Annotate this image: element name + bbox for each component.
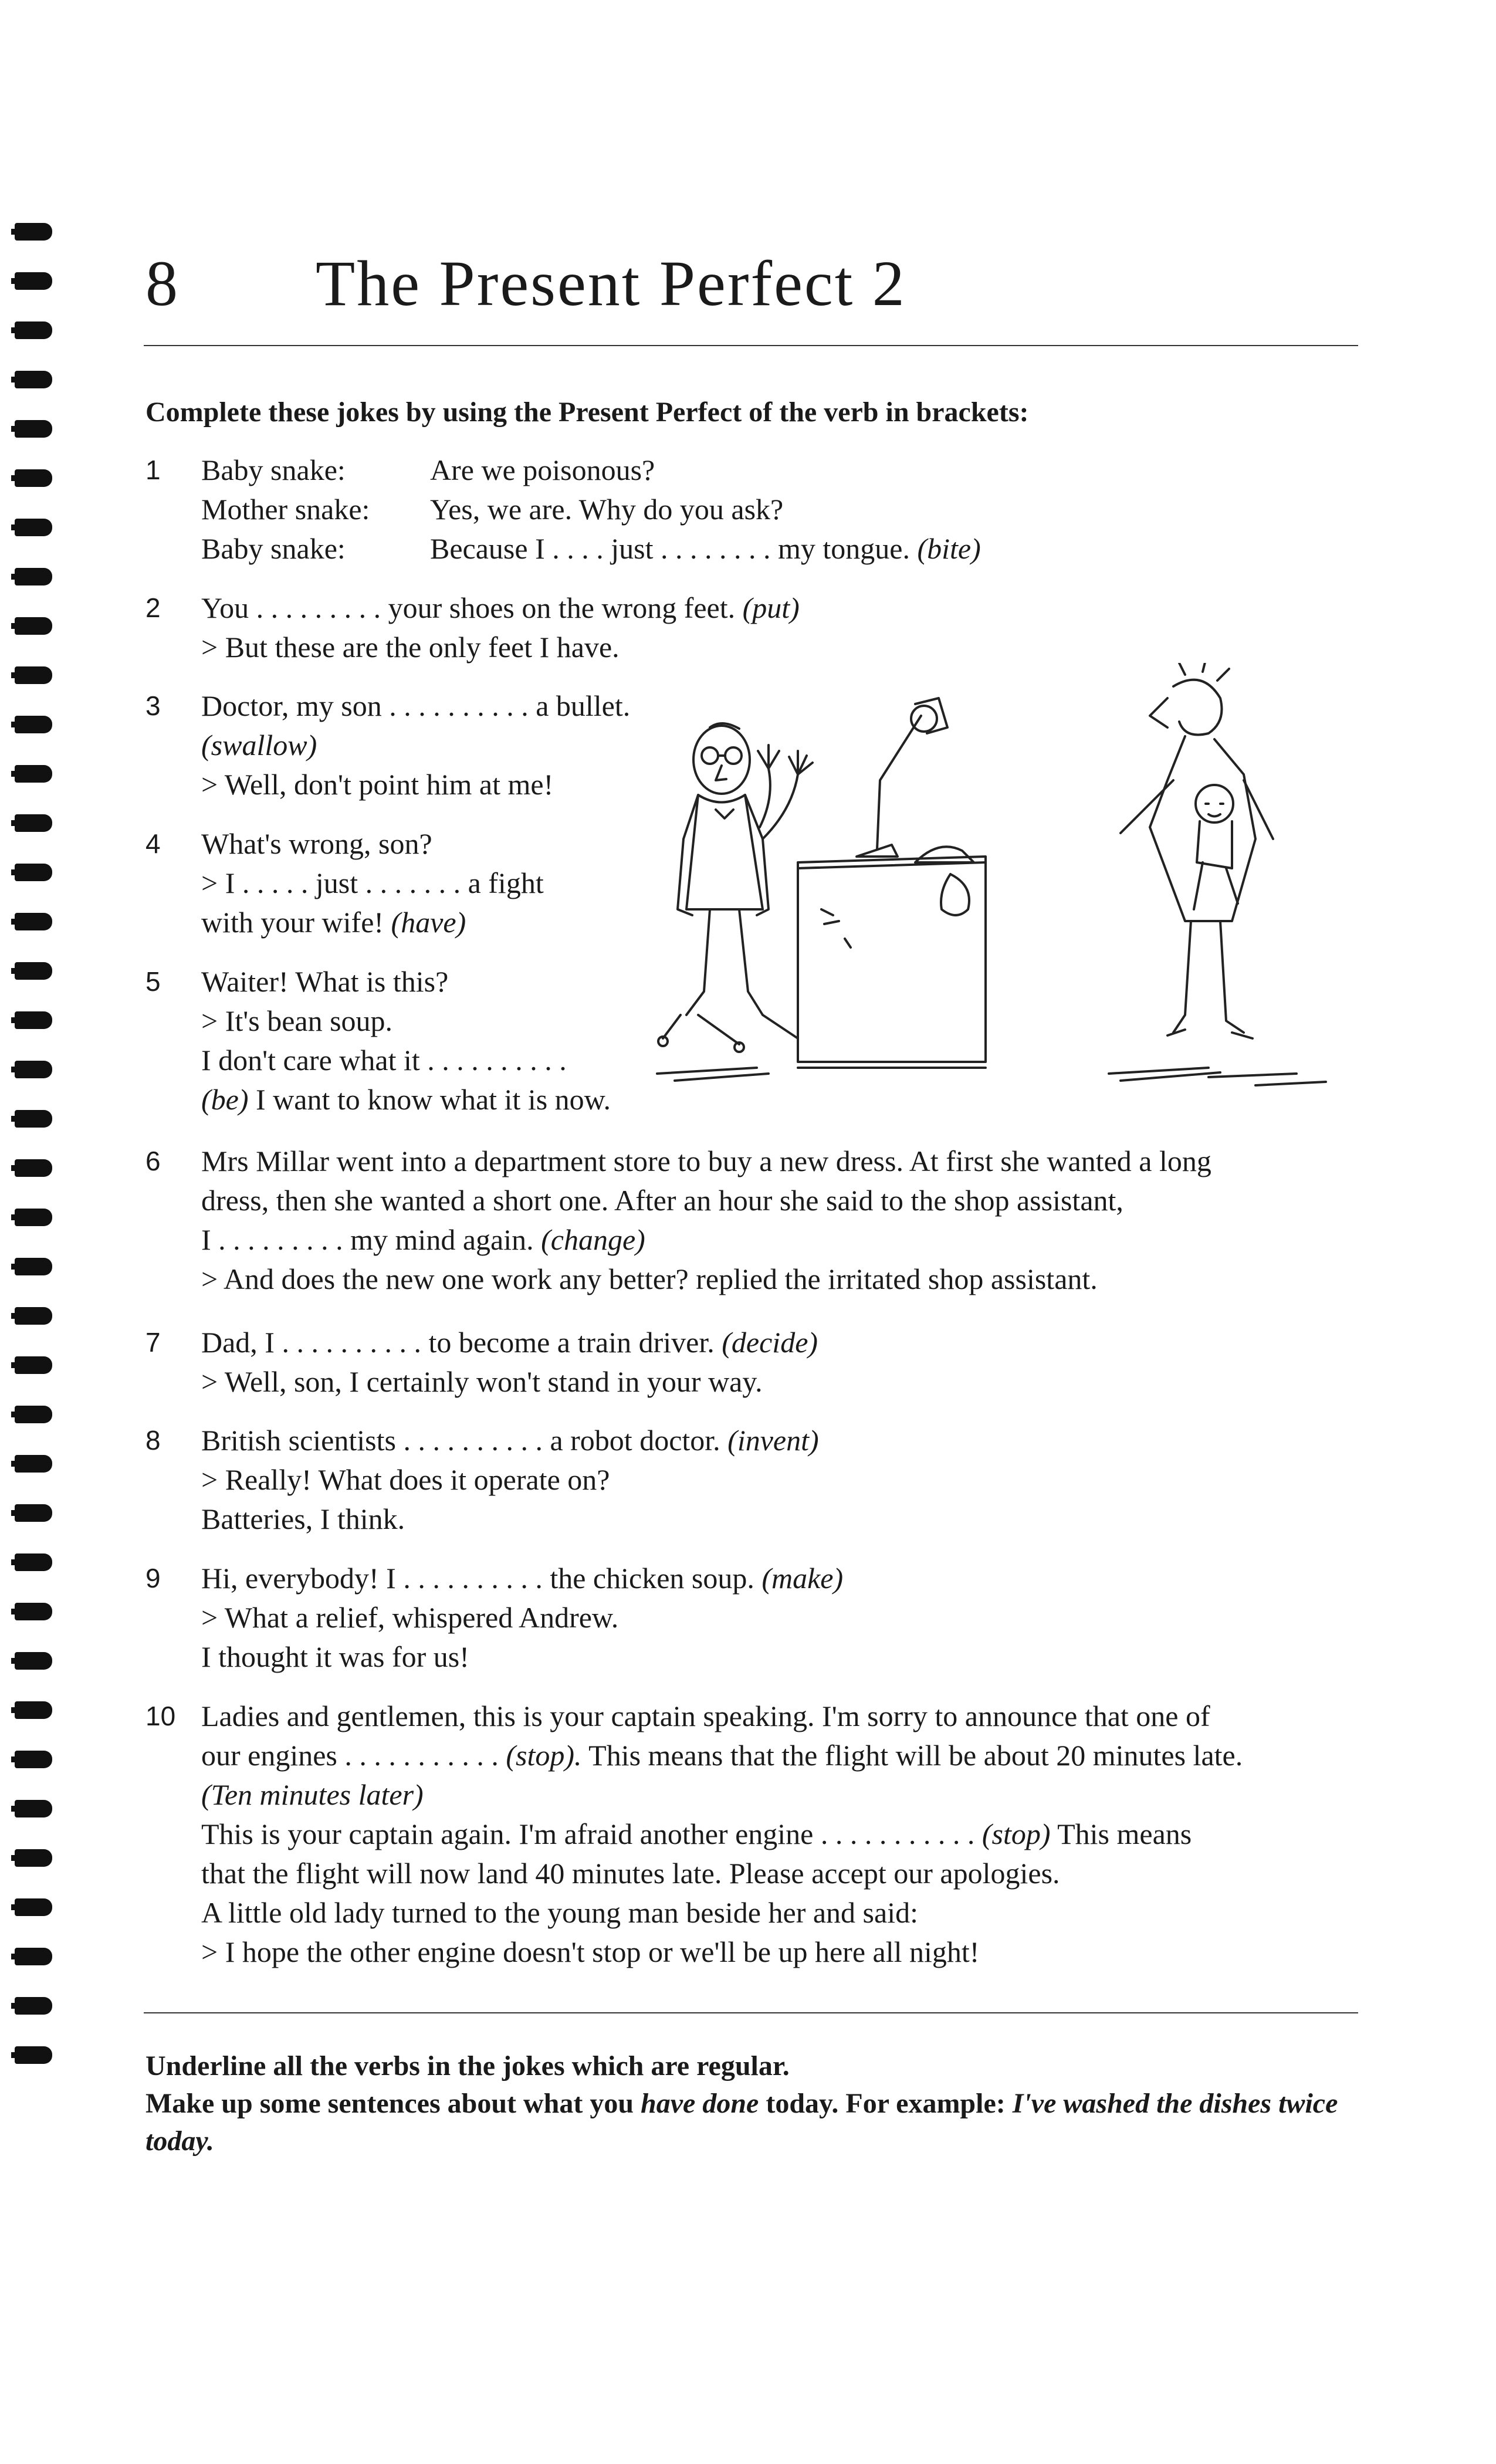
verb-hint: (bite) bbox=[917, 532, 981, 565]
joke-line: What's wrong, son? bbox=[201, 827, 432, 860]
exercise-number: 10 bbox=[145, 1701, 176, 1731]
exercise-number: 4 bbox=[145, 828, 161, 859]
footer-divider bbox=[144, 2012, 1358, 2013]
joke-line: Waiter! What is this? bbox=[201, 965, 449, 998]
verb-hint: (decide) bbox=[722, 1326, 818, 1359]
exercise-number: 7 bbox=[145, 1327, 161, 1358]
verb-hint: (invent) bbox=[727, 1424, 819, 1457]
joke-line: > I hope the other engine doesn't stop or we'll be up here all night! bbox=[201, 1935, 980, 1968]
joke-line: > Well, son, I certainly won't stand in your way. bbox=[201, 1365, 763, 1398]
exercise-7 bbox=[145, 1323, 818, 1402]
joke-line: > It's bean soup. bbox=[201, 1004, 393, 1037]
dialogue-line: Because I . . . . just . . . . . . . . my tongue. bbox=[430, 532, 910, 565]
joke-line: Hi, everybody! I . . . . . . . . . . the chicken soup. bbox=[201, 1562, 754, 1595]
verb-hint: (make) bbox=[761, 1562, 844, 1595]
joke-line: I thought it was for us! bbox=[201, 1640, 469, 1673]
joke-line: You . . . . . . . . . your shoes on the wrong feet. bbox=[201, 591, 736, 624]
stage-direction: (Ten minutes later) bbox=[201, 1778, 424, 1811]
follow-up-tasks bbox=[145, 2047, 1366, 2160]
exercise-number: 5 bbox=[145, 966, 161, 997]
exercise-4 bbox=[145, 824, 544, 942]
joke-line: > What a relief, whispered Andrew. bbox=[201, 1601, 619, 1634]
joke-line: This means that the flight will be about 20 minutes late. bbox=[588, 1739, 1243, 1772]
exercise-10 bbox=[145, 1697, 1372, 1972]
verb-hint: (stop) bbox=[981, 1817, 1051, 1850]
spiral-binding bbox=[15, 223, 67, 2096]
joke-line: > I . . . . . just . . . . . . . a fight bbox=[201, 867, 544, 899]
joke-line: A little old lady turned to the young man beside her and said: bbox=[201, 1896, 918, 1929]
joke-line: > But these are the only feet I have. bbox=[201, 631, 620, 664]
joke-line: > And does the new one work any better? replied the irritated shop assistant. bbox=[201, 1263, 1098, 1295]
chapter-title: The Present Perfect 2 bbox=[316, 248, 906, 319]
exercise-number: 8 bbox=[145, 1425, 161, 1456]
example-sentence: I've washed the dishes twice today. bbox=[145, 2088, 1338, 2157]
dialogue-line: Yes, we are. Why do you ask? bbox=[430, 493, 784, 526]
exercise-number: 2 bbox=[145, 593, 161, 623]
title-divider bbox=[144, 345, 1358, 346]
chapter-number: 8 bbox=[145, 248, 180, 319]
verb-hint: (swallow) bbox=[201, 729, 317, 761]
joke-line: This is your captain again. I'm afraid another engine . . . . . . . . . . . bbox=[201, 1817, 975, 1850]
cartoon-illustration bbox=[622, 663, 1379, 1109]
exercise-number: 3 bbox=[145, 691, 161, 721]
joke-line: Dad, I . . . . . . . . . . to become a train driver. bbox=[201, 1326, 715, 1359]
exercise-8 bbox=[145, 1421, 819, 1539]
exercise-3 bbox=[145, 686, 630, 804]
exercise-2 bbox=[145, 588, 800, 667]
joke-line: Ladies and gentlemen, this is your captain speaking. I'm sorry to announce that one of bbox=[201, 1700, 1210, 1732]
exercise-5 bbox=[145, 962, 611, 1119]
exercise-9 bbox=[145, 1559, 843, 1677]
verb-hint: (stop). bbox=[506, 1739, 582, 1772]
joke-line: I don't care what it . . . . . . . . . . bbox=[201, 1044, 567, 1077]
exercise-number: 9 bbox=[145, 1563, 161, 1593]
exercise-number: 6 bbox=[145, 1146, 161, 1176]
verb-hint: (be) bbox=[201, 1083, 249, 1116]
joke-line: I . . . . . . . . . my mind again. bbox=[201, 1223, 534, 1256]
speaker: Baby snake: bbox=[201, 532, 346, 565]
joke-line: with your wife! bbox=[201, 906, 384, 939]
verb-hint: (change) bbox=[541, 1223, 645, 1256]
exercise-number: 1 bbox=[145, 455, 161, 485]
emphasis: have done bbox=[641, 2088, 759, 2119]
task-line: today. For example: bbox=[766, 2088, 1006, 2119]
speaker: Mother snake: bbox=[201, 493, 370, 526]
page-title bbox=[145, 246, 1354, 321]
joke-line: our engines . . . . . . . . . . . bbox=[201, 1739, 499, 1772]
joke-line: Batteries, I think. bbox=[201, 1502, 405, 1535]
speaker: Baby snake: bbox=[201, 453, 346, 486]
instruction: Complete these jokes by using the Present Perfect of the verb in brackets: bbox=[145, 397, 1029, 428]
joke-line: > Well, don't point him at me! bbox=[201, 768, 554, 801]
exercise-6 bbox=[145, 1142, 1211, 1299]
verb-hint: (have) bbox=[391, 906, 466, 939]
joke-line: Mrs Millar went into a department store to buy a new dress. At first she wanted a long bbox=[201, 1145, 1211, 1177]
joke-line: British scientists . . . . . . . . . . a robot doctor. bbox=[201, 1424, 720, 1457]
joke-line: dress, then she wanted a short one. After an hour she said to the shop assistant, bbox=[201, 1184, 1123, 1217]
dialogue-line: Are we poisonous? bbox=[430, 453, 655, 486]
task-line: Make up some sentences about what you bbox=[145, 2088, 634, 2119]
verb-hint: (put) bbox=[742, 591, 800, 624]
exercise-1 bbox=[145, 451, 981, 568]
joke-line: I want to know what it is now. bbox=[256, 1083, 611, 1116]
joke-line: Doctor, my son . . . . . . . . . . a bullet. bbox=[201, 689, 631, 722]
joke-line: This means bbox=[1057, 1817, 1192, 1850]
joke-line: > Really! What does it operate on? bbox=[201, 1463, 610, 1496]
task-line: Underline all the verbs in the jokes which are regular. bbox=[145, 2050, 790, 2081]
joke-line: that the flight will now land 40 minutes late. Please accept our apologies. bbox=[201, 1857, 1060, 1890]
